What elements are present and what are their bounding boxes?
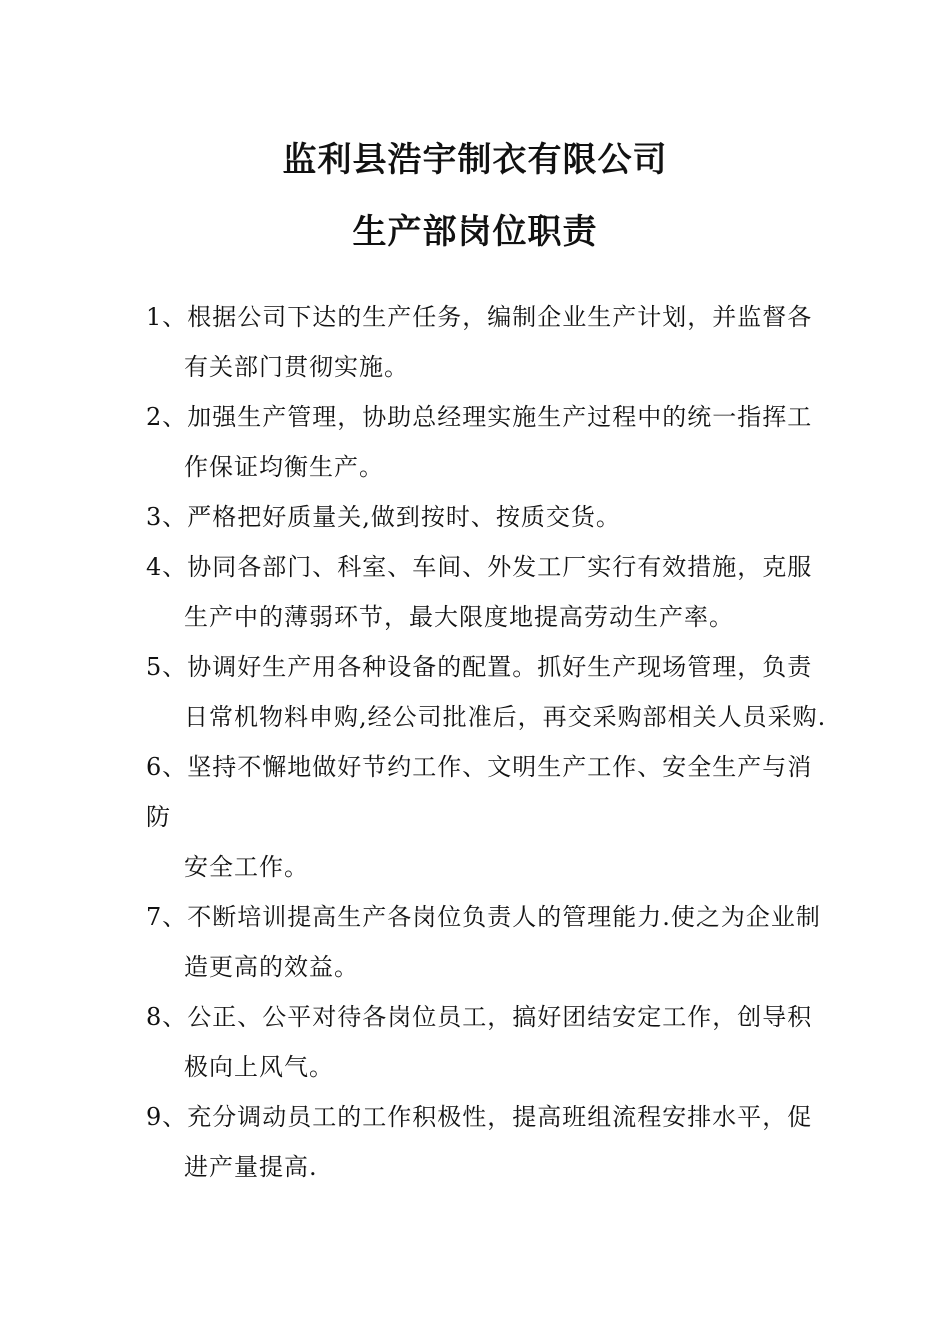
list-item [146, 992, 846, 1092]
item-number: 2、 [146, 403, 188, 431]
item-text: 不断培训提高生产各岗位负责人的管理能力.使之为企业制 [187, 903, 821, 931]
list-item [146, 892, 846, 992]
item-number: 9、 [146, 1103, 188, 1131]
list-item [146, 542, 846, 642]
item-text-continued: 生产中的薄弱环节，最大限度地提高劳动生产率。 [184, 603, 734, 631]
item-number: 6、 [146, 753, 188, 781]
list-item [146, 742, 846, 892]
item-text-continued: 日常机物料申购,经公司批准后，再交采购部相关人员采购. [184, 703, 827, 731]
item-text: 严格把好质量关,做到按时、按质交货。 [187, 503, 621, 531]
responsibility-list [146, 292, 846, 1192]
document-title: 生产部岗位职责 [352, 212, 598, 252]
company-title: 监利县浩宇制衣有限公司 [282, 140, 668, 180]
item-number: 5、 [146, 653, 188, 681]
list-item [146, 292, 846, 392]
item-text: 充分调动员工的工作积极性，提高班组流程安排水平，促 [187, 1103, 813, 1131]
item-number: 4、 [146, 553, 188, 581]
item-text-continued: 造更高的效益。 [184, 953, 359, 981]
item-number: 1、 [146, 303, 188, 331]
item-text: 协调好生产用各种设备的配置。抓好生产现场管理，负责 [187, 653, 813, 681]
list-item [146, 642, 846, 742]
item-text-continued: 极向上风气。 [184, 1053, 334, 1081]
item-text: 协同各部门、科室、车间、外发工厂实行有效措施，克服 [187, 553, 813, 581]
item-text: 根据公司下达的生产任务，编制企业生产计划，并监督各 [187, 303, 813, 331]
item-number: 3、 [146, 503, 188, 531]
item-text: 加强生产管理，协助总经理实施生产过程中的统一指挥工 [187, 403, 813, 431]
item-text: 公正、公平对待各岗位员工，搞好团结安定工作，创导积 [187, 1003, 813, 1031]
item-text: 坚持不懈地做好节约工作、文明生产工作、安全生产与消 [187, 753, 813, 781]
item-text-wrapped: 防 [146, 803, 171, 831]
item-text-continued: 作保证均衡生产。 [184, 453, 384, 481]
item-text-continued: 进产量提高. [184, 1153, 318, 1181]
item-number: 7、 [146, 903, 188, 931]
item-number: 8、 [146, 1003, 188, 1031]
list-item [146, 392, 846, 492]
list-item [146, 1092, 846, 1192]
item-text-continued: 有关部门贯彻实施。 [184, 353, 409, 381]
item-text-continued: 安全工作。 [184, 853, 309, 881]
list-item [146, 492, 846, 542]
